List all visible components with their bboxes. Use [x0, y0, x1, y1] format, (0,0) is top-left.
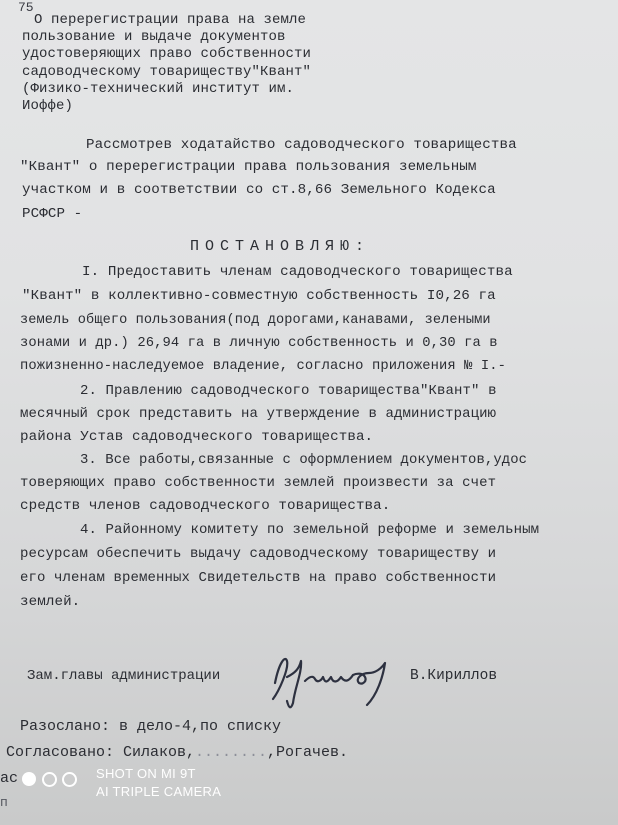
subject-line-1: О перерегистрации права на земле [34, 12, 307, 28]
body-line-15: землей. [20, 594, 81, 610]
body-line-11: средств членов садоводческого товарищества. [20, 498, 391, 514]
cut-off-text-fragment-2: п [0, 795, 8, 810]
body-line-3: земель общего пользования(под дорогами,канавами, зелеными [20, 313, 491, 328]
body-line-13: ресурсам обеспечить выдачу садоводческому товариществу и [20, 546, 497, 562]
agreed-suffix: ,Рогачев. [267, 744, 349, 761]
subject-line-2: пользование и выдаче документов [22, 29, 286, 45]
subject-line-4: садоводческому товариществу"Квант" [22, 64, 312, 80]
body-line-5: пожизненно-наследуемое владение, согласно приложения № I.- [20, 359, 507, 374]
cut-off-text-fragment: ас [0, 770, 19, 787]
subject-line-3: удостоверяющих право собственности [22, 46, 312, 62]
resolution-heading: ПОСТАНОВЛЯЮ: [190, 238, 371, 255]
body-line-8: района Устав садоводческого товарищества. [20, 429, 374, 445]
agreed-smudged-name: ........ [195, 744, 268, 761]
subject-line-6: Иоффе) [22, 98, 74, 114]
signatory-title: Зам.главы администрации [27, 668, 221, 684]
body-line-4: зонами и др.) 26,94 га в личную собственность и 0,30 га в [20, 336, 498, 351]
body-line-12: 4. Районному комитету по земельной реформе и земельным [80, 522, 540, 538]
body-line-2: "Квант" в коллективно-совместную собственность I0,26 га [22, 288, 496, 304]
watermark-dot-icon [22, 772, 36, 786]
signatory-name: В.Кириллов [410, 668, 498, 684]
subject-line-5: (Физико-технический институт им. [22, 81, 295, 97]
camera-watermark [22, 766, 222, 806]
watermark-ring-icon [62, 772, 77, 787]
body-line-10: товеряющих право собственности землей произвести за счет [20, 475, 497, 491]
body-line-7: месячный срок представить на утверждение в администрацию [20, 406, 497, 422]
preamble-line-2: "Квант" о перерегистрации права пользования земельным [20, 159, 477, 175]
body-line-14: его членам временных Свидетельств на право собственности [20, 570, 497, 586]
watermark-line-1: SHOT ON MI 9T [96, 766, 196, 781]
preamble-line-3: участком и в соответствии со ст.8,66 Земельного Кодекса [22, 182, 496, 198]
agreed-line [6, 744, 348, 761]
page-number-mark: 75 [18, 0, 34, 15]
body-line-6: 2. Правлению садоводческого товарищества"Квант" в [80, 383, 497, 399]
preamble-line-1: Рассмотрев ходатайство садоводческого товарищества [86, 137, 517, 153]
agreed-prefix: Согласовано: Силаков, [6, 744, 196, 761]
body-line-1: I. Предоставить членам садоводческого товарищества [82, 264, 513, 280]
watermark-line-2: AI TRIPLE CAMERA [96, 784, 222, 799]
handwritten-signature [265, 643, 405, 713]
distribution-line: Разослано: в дело-4,по списку [20, 718, 282, 735]
watermark-ring-icon [42, 772, 57, 787]
preamble-line-4: РСФСР - [22, 206, 83, 222]
body-line-9: 3. Все работы,связанные с оформлением документов,удос [80, 452, 528, 468]
